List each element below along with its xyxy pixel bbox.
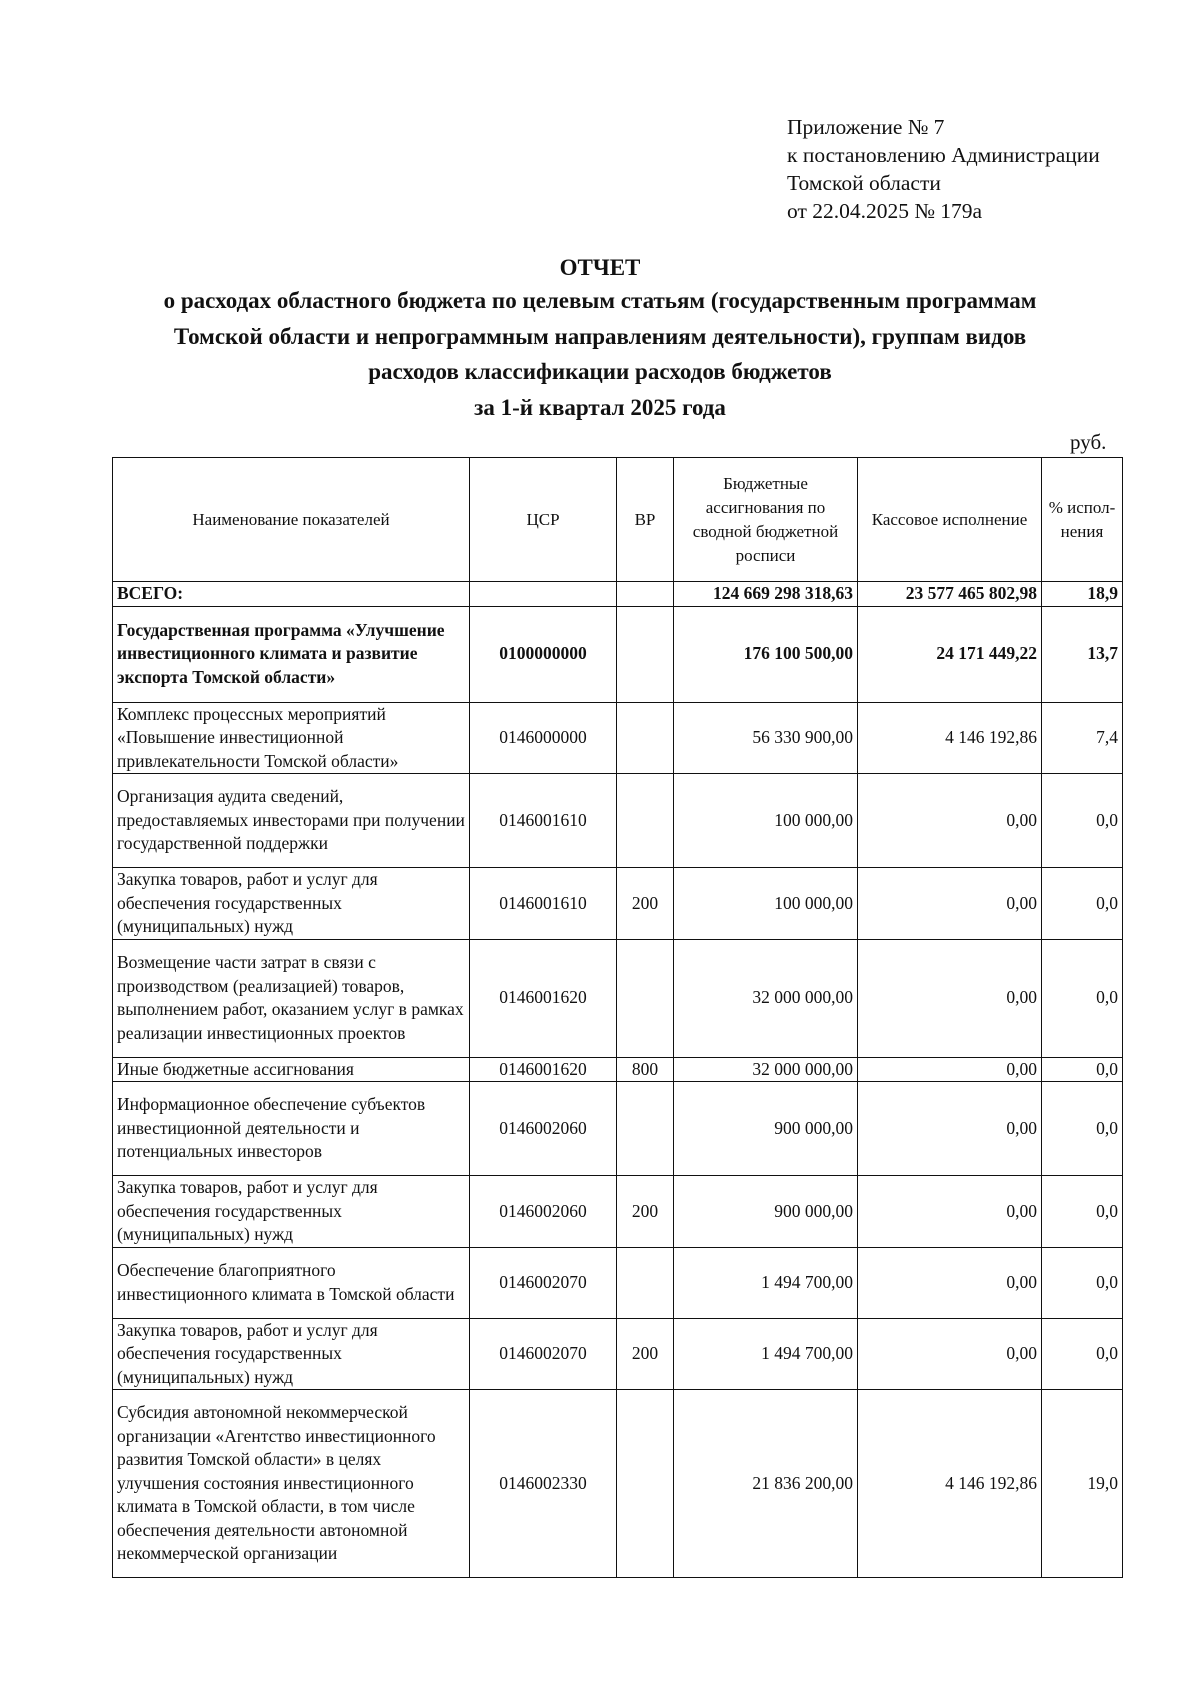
row-cash: 0,00 — [858, 774, 1042, 868]
row-cash: 4 146 192,86 — [858, 702, 1042, 774]
row-cash: 0,00 — [858, 1082, 1042, 1176]
row-assigned: 1 494 700,00 — [674, 1247, 858, 1318]
row-name: Организация аудита сведений, предоставляемых инвесторами при получении государственной поддержки — [113, 774, 470, 868]
row-assigned: 56 330 900,00 — [674, 702, 858, 774]
table-row — [113, 582, 1123, 607]
row-assigned: 32 000 000,00 — [674, 939, 858, 1057]
row-vr: 200 — [617, 1318, 674, 1390]
row-csr: 0146002070 — [470, 1318, 617, 1390]
row-csr: 0146001610 — [470, 774, 617, 868]
row-assigned: 21 836 200,00 — [674, 1390, 858, 1578]
row-csr: 0146001610 — [470, 868, 617, 940]
header-cash: Кассовое исполнение — [858, 458, 1042, 582]
row-assigned: 100 000,00 — [674, 774, 858, 868]
table-row — [113, 1057, 1123, 1082]
table-row — [113, 606, 1123, 702]
row-cash: 4 146 192,86 — [858, 1390, 1042, 1578]
row-pct: 19,0 — [1042, 1390, 1123, 1578]
appendix-line: Томской области — [787, 171, 941, 195]
header-csr: ЦСР — [470, 458, 617, 582]
row-csr: 0146002070 — [470, 1247, 617, 1318]
row-csr: 0146001620 — [470, 1057, 617, 1082]
row-pct: 0,0 — [1042, 1176, 1123, 1248]
row-vr: 200 — [617, 868, 674, 940]
row-assigned: 32 000 000,00 — [674, 1057, 858, 1082]
row-assigned: 900 000,00 — [674, 1082, 858, 1176]
row-csr: 0146002330 — [470, 1390, 617, 1578]
table-row — [113, 1247, 1123, 1318]
row-vr — [617, 1247, 674, 1318]
report-title-line: Томской области и непрограммным направлениям деятельности), группам видов — [173, 323, 1027, 349]
row-vr — [617, 774, 674, 868]
row-name: Иные бюджетные ассигнования — [113, 1057, 470, 1082]
currency-unit: руб. — [1070, 430, 1107, 454]
report-table — [112, 457, 1123, 1578]
row-vr — [617, 702, 674, 774]
row-csr: 0146000000 — [470, 702, 617, 774]
row-name: Возмещение части затрат в связи с производством (реализацией) товаров, выполнением работ, оказанием услуг в рамках реализации инвестиционных проектов — [113, 939, 470, 1057]
row-cash: 0,00 — [858, 1247, 1042, 1318]
row-name: ВСЕГО: — [113, 582, 470, 607]
row-pct: 0,0 — [1042, 1082, 1123, 1176]
row-name: Закупка товаров, работ и услуг для обеспечения государственных (муниципальных) нужд — [113, 1318, 470, 1390]
row-name: Информационное обеспечение субъектов инвестиционной деятельности и потенциальных инвесторов — [113, 1082, 470, 1176]
row-assigned: 900 000,00 — [674, 1176, 858, 1248]
table-row — [113, 774, 1123, 868]
report-title-line: о расходах областного бюджета по целевым статьям (государственным программам — [163, 288, 1037, 313]
row-csr: 0146002060 — [470, 1176, 617, 1248]
table-row — [113, 1318, 1123, 1390]
table-row — [113, 1176, 1123, 1248]
row-pct: 0,0 — [1042, 1318, 1123, 1390]
row-pct: 18,9 — [1042, 582, 1123, 607]
row-vr — [617, 1390, 674, 1578]
table-header-row — [113, 458, 1123, 582]
appendix-line: к постановлению Администрации — [787, 143, 1100, 167]
row-pct: 0,0 — [1042, 868, 1123, 940]
row-cash: 0,00 — [858, 939, 1042, 1057]
appendix-line: от 22.04.2025 № 179а — [787, 199, 983, 223]
row-vr — [617, 939, 674, 1057]
table-row — [113, 1390, 1123, 1578]
row-name: Закупка товаров, работ и услуг для обеспечения государственных (муниципальных) нужд — [113, 1176, 470, 1248]
row-vr: 800 — [617, 1057, 674, 1082]
row-name: Государственная программа «Улучшение инвестиционного климата и развитие экспорта Томской области» — [113, 606, 470, 702]
row-pct: 13,7 — [1042, 606, 1123, 702]
header-name: Наименование показателей — [113, 458, 470, 582]
header-vr: ВР — [617, 458, 674, 582]
row-pct: 7,4 — [1042, 702, 1123, 774]
appendix-block — [787, 113, 1100, 225]
report-title-main: ОТЧЕТ — [559, 255, 641, 280]
report-title — [100, 253, 1100, 425]
row-cash: 0,00 — [858, 868, 1042, 940]
table-row — [113, 868, 1123, 940]
header-pct: % испол-нения — [1042, 458, 1123, 582]
row-csr: 0146002060 — [470, 1082, 617, 1176]
row-pct: 0,0 — [1042, 939, 1123, 1057]
row-vr — [617, 582, 674, 607]
row-pct: 0,0 — [1042, 1057, 1123, 1082]
row-name: Комплекс процессных мероприятий «Повышение инвестиционной привлекательности Томской области» — [113, 702, 470, 774]
row-vr — [617, 1082, 674, 1176]
row-cash: 0,00 — [858, 1176, 1042, 1248]
row-assigned: 1 494 700,00 — [674, 1318, 858, 1390]
row-csr — [470, 582, 617, 607]
report-title-line: за 1-й квартал 2025 года — [474, 394, 726, 420]
row-cash: 0,00 — [858, 1318, 1042, 1390]
row-name: Субсидия автономной некоммерческой организации «Агентство инвестиционного развития Томской области» в целях улучшения состояния инвестиционного климата в Томской области, в том числе обеспечения деятельности автономной некоммерческой организации — [113, 1390, 470, 1578]
table-row — [113, 939, 1123, 1057]
row-pct: 0,0 — [1042, 1247, 1123, 1318]
row-csr: 0146001620 — [470, 939, 617, 1057]
row-assigned: 100 000,00 — [674, 868, 858, 940]
appendix-line: Приложение № 7 — [787, 115, 945, 139]
row-assigned: 124 669 298 318,63 — [674, 582, 858, 607]
row-cash: 0,00 — [858, 1057, 1042, 1082]
row-assigned: 176 100 500,00 — [674, 606, 858, 702]
row-name: Закупка товаров, работ и услуг для обеспечения государственных (муниципальных) нужд — [113, 868, 470, 940]
row-pct: 0,0 — [1042, 774, 1123, 868]
table-row — [113, 1082, 1123, 1176]
row-vr: 200 — [617, 1176, 674, 1248]
row-name: Обеспечение благоприятного инвестиционного климата в Томской области — [113, 1247, 470, 1318]
row-vr — [617, 606, 674, 702]
report-title-line: расходов классификации расходов бюджетов — [368, 359, 832, 384]
row-cash: 24 171 449,22 — [858, 606, 1042, 702]
row-csr: 0100000000 — [470, 606, 617, 702]
row-cash: 23 577 465 802,98 — [858, 582, 1042, 607]
header-assigned: Бюджетные ассигнования по сводной бюджетной росписи — [674, 458, 858, 582]
table-row — [113, 702, 1123, 774]
